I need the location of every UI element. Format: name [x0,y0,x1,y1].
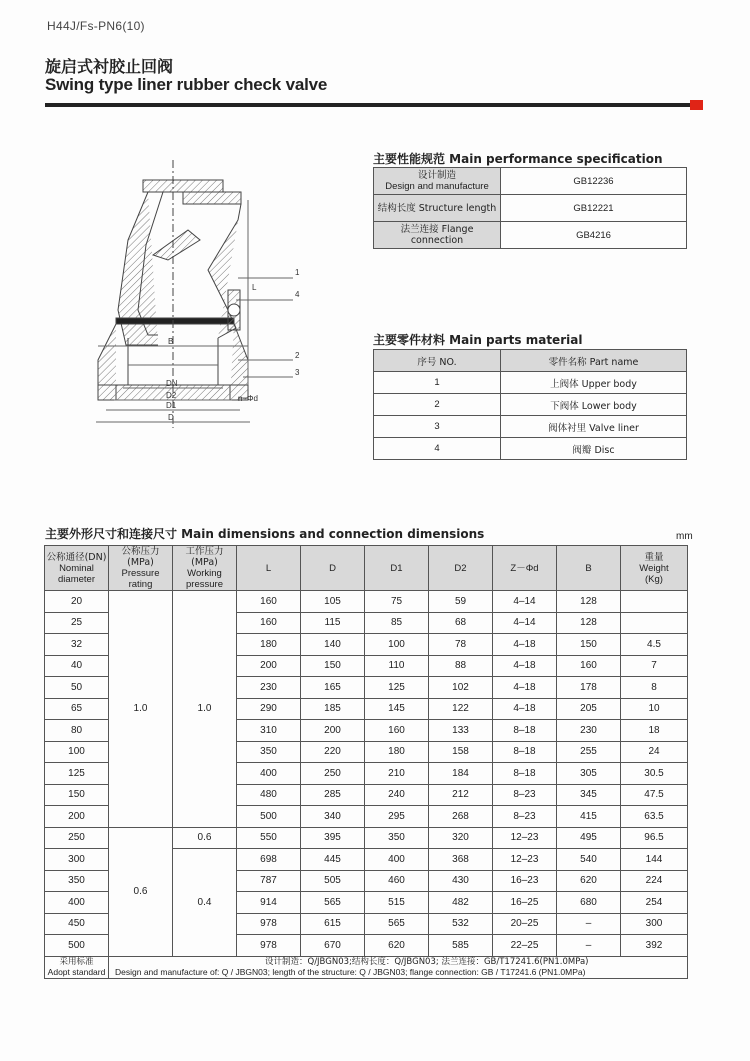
cell-d1: 75 [365,591,429,613]
table-row [374,195,687,222]
table-row [374,222,687,249]
adopt-standard-label: 采用标准 Adopt standard [45,956,109,978]
cell-d: 140 [301,634,365,656]
cell-dn: 500 [45,935,109,957]
cell-b: 230 [557,720,621,742]
cell-working-pressure: 0.4 [173,849,237,957]
cell-d2: 102 [429,677,493,699]
parts-section-title: 主要零件材料 Main parts material [373,333,583,347]
part-no: 4 [374,438,501,460]
col-header-D1: D1 [365,546,429,591]
cell-b: 680 [557,892,621,914]
cell-d: 285 [301,784,365,806]
title-divider [45,103,700,107]
cell-l: 160 [237,591,301,613]
dim-label-L: L [252,283,257,292]
col-header-dn: 公称通径(DN) Nominal diameter [45,546,109,591]
cell-weight: 7 [621,655,688,677]
cell-d1: 145 [365,698,429,720]
perf-label-design: 设计制造 Design and manufacture [374,168,501,195]
cell-b: 540 [557,849,621,871]
cell-d: 670 [301,935,365,957]
cell-dn: 350 [45,870,109,892]
callout-4: 4 [295,290,300,299]
cell-d: 115 [301,612,365,634]
cell-weight: 8 [621,677,688,699]
cell-d1: 85 [365,612,429,634]
cell-dn: 250 [45,827,109,849]
col-header-pressure-rating: 公称压力(MPa) Pressure rating [109,546,173,591]
cell-b: – [557,935,621,957]
cell-weight: 24 [621,741,688,763]
cell-dn: 40 [45,655,109,677]
cell-b: 255 [557,741,621,763]
cell-l: 914 [237,892,301,914]
title-english: Swing type liner rubber check valve [45,75,328,94]
dim-label-DN: DN [166,379,178,388]
cell-d2: 133 [429,720,493,742]
cell-b: 345 [557,784,621,806]
col-header-D: D [301,546,365,591]
callout-2: 2 [295,351,300,360]
cell-d2: 430 [429,870,493,892]
table-header-row [45,546,688,591]
cell-dn: 20 [45,591,109,613]
cell-weight: 392 [621,935,688,957]
cell-d: 340 [301,806,365,828]
cell-l: 310 [237,720,301,742]
part-name: 阀体衬里 Valve liner [501,416,687,438]
cell-d2: 158 [429,741,493,763]
cell-dn: 50 [45,677,109,699]
cell-l: 180 [237,634,301,656]
cell-weight: 47.5 [621,784,688,806]
cell-weight: 96.5 [621,827,688,849]
cell-zd: 8–18 [493,763,557,785]
performance-section-title: 主要性能规范 Main performance specification [373,152,663,166]
valve-section-drawing [88,160,350,435]
cell-zd: 20–25 [493,913,557,935]
cell-zd: 8–18 [493,741,557,763]
cell-dn: 400 [45,892,109,914]
cell-d2: 212 [429,784,493,806]
cell-zd: 16–23 [493,870,557,892]
cell-dn: 450 [45,913,109,935]
table-footer-row [45,956,688,978]
cell-b: 305 [557,763,621,785]
col-header-B: B [557,546,621,591]
cell-d1: 350 [365,827,429,849]
cell-dn: 300 [45,849,109,871]
cell-weight: 144 [621,849,688,871]
cell-d: 200 [301,720,365,742]
cell-l: 978 [237,913,301,935]
cell-d2: 88 [429,655,493,677]
cell-d1: 295 [365,806,429,828]
cell-zd: 16–25 [493,892,557,914]
model-code: H44J/Fs-PN6(10) [47,19,145,33]
cell-weight: 300 [621,913,688,935]
cell-d2: 184 [429,763,493,785]
cell-weight: 63.5 [621,806,688,828]
cell-d: 105 [301,591,365,613]
cell-zd: 4–18 [493,655,557,677]
cell-b: 150 [557,634,621,656]
cell-l: 160 [237,612,301,634]
callout-1: 1 [295,268,300,277]
cell-d1: 100 [365,634,429,656]
cell-weight: 18 [621,720,688,742]
cell-l: 787 [237,870,301,892]
cell-d1: 110 [365,655,429,677]
unit-label: mm [676,531,693,542]
perf-value-design: GB12236 [501,168,687,195]
cell-d: 565 [301,892,365,914]
cell-d: 150 [301,655,365,677]
title-accent-block [690,100,703,110]
cell-working-pressure: 0.6 [173,827,237,849]
cell-b: – [557,913,621,935]
table-row [45,591,688,613]
table-header-row [374,350,687,372]
cell-d: 615 [301,913,365,935]
cell-weight: 10 [621,698,688,720]
cell-d2: 482 [429,892,493,914]
parts-header-no: 序号 NO. [374,350,501,372]
perf-label-flange: 法兰连接 Flange connection [374,222,501,249]
cell-weight: 254 [621,892,688,914]
cell-d: 505 [301,870,365,892]
cell-d1: 240 [365,784,429,806]
col-header-working-pressure: 工作压力(MPa) Working pressure [173,546,237,591]
cell-d2: 59 [429,591,493,613]
part-name: 阀瓣 Disc [501,438,687,460]
cell-l: 290 [237,698,301,720]
parts-table [373,349,687,460]
cell-zd: 4–18 [493,677,557,699]
cell-l: 500 [237,806,301,828]
cell-zd: 4–18 [493,634,557,656]
col-header-weight: 重量 Weight (Kg) [621,546,688,591]
cell-weight: 4.5 [621,634,688,656]
cell-d2: 268 [429,806,493,828]
cell-dn: 150 [45,784,109,806]
cell-zd: 4–14 [493,591,557,613]
cell-weight: 30.5 [621,763,688,785]
part-no: 1 [374,372,501,394]
perf-value-structure: GB12221 [501,195,687,222]
cell-b: 415 [557,806,621,828]
dimensions-section-title: 主要外形尺寸和连接尺寸 Main dimensions and connection dimensions [45,527,485,541]
cell-dn: 200 [45,806,109,828]
table-row [374,438,687,460]
adopt-standard-text: 设计制造：Q/JBGN03;结构长度：Q/JBGN03; 法兰连接：GB/T17241.6(PN1.0MPa) Design and manufacture of: Q / JBGN03; length of the structure: Q / JBGN03; flange connection: GB / T17241.6 (PN1.0MPa) [109,956,688,978]
cell-b: 178 [557,677,621,699]
part-name: 下阀体 Lower body [501,394,687,416]
cell-d2: 368 [429,849,493,871]
cell-l: 230 [237,677,301,699]
cell-zd: 12–23 [493,827,557,849]
cell-zd: 22–25 [493,935,557,957]
cell-dn: 32 [45,634,109,656]
dimensions-table-body [45,591,688,979]
cell-weight: 224 [621,870,688,892]
table-row [374,394,687,416]
cell-dn: 65 [45,698,109,720]
cell-l: 200 [237,655,301,677]
cell-dn: 100 [45,741,109,763]
cell-d1: 160 [365,720,429,742]
cell-b: 620 [557,870,621,892]
cell-d1: 400 [365,849,429,871]
cell-d1: 620 [365,935,429,957]
dim-label-D: D [168,413,174,422]
table-row [374,372,687,394]
perf-label-structure: 结构长度 Structure length [374,195,501,222]
cell-d: 165 [301,677,365,699]
cell-d2: 122 [429,698,493,720]
cell-l: 550 [237,827,301,849]
cell-dn: 80 [45,720,109,742]
table-row [374,168,687,195]
cell-d: 185 [301,698,365,720]
parts-header-name: 零件名称 Part name [501,350,687,372]
cell-zd: 4–14 [493,612,557,634]
col-header-z-phi-d: Z－Φd [493,546,557,591]
cell-zd: 8–23 [493,806,557,828]
cell-b: 205 [557,698,621,720]
cell-d2: 68 [429,612,493,634]
cell-l: 698 [237,849,301,871]
cell-d: 250 [301,763,365,785]
perf-value-flange: GB4216 [501,222,687,249]
cell-pressure-rating: 0.6 [109,827,173,956]
cell-zd: 8–23 [493,784,557,806]
cell-d2: 320 [429,827,493,849]
cell-b: 160 [557,655,621,677]
cell-d1: 565 [365,913,429,935]
cell-l: 480 [237,784,301,806]
cell-dn: 125 [45,763,109,785]
part-no: 2 [374,394,501,416]
cell-l: 350 [237,741,301,763]
title-chinese: 旋启式衬胶止回阀 [45,57,174,76]
cell-d1: 515 [365,892,429,914]
table-row [374,416,687,438]
col-header-L: L [237,546,301,591]
dim-label-D2: D2 [166,391,177,400]
col-header-D2: D2 [429,546,493,591]
performance-table [373,167,687,249]
dim-label-B: B [168,337,174,346]
callout-3: 3 [295,368,300,377]
cell-zd: 8–18 [493,720,557,742]
cell-l: 400 [237,763,301,785]
cell-weight [621,612,688,634]
cell-b: 128 [557,591,621,613]
dimensions-table [44,545,688,979]
cell-zd: 12–23 [493,849,557,871]
cell-working-pressure: 1.0 [173,591,237,828]
cell-d1: 460 [365,870,429,892]
table-row [45,827,688,849]
part-name: 上阀体 Upper body [501,372,687,394]
cell-weight [621,591,688,613]
cell-d: 445 [301,849,365,871]
cell-d1: 180 [365,741,429,763]
cell-d2: 585 [429,935,493,957]
cell-d1: 125 [365,677,429,699]
cell-pressure-rating: 1.0 [109,591,173,828]
dim-label-D1: D1 [166,401,177,410]
cell-d: 395 [301,827,365,849]
cell-d2: 78 [429,634,493,656]
part-no: 3 [374,416,501,438]
cell-l: 978 [237,935,301,957]
cell-d: 220 [301,741,365,763]
dim-label-n-phi-d: n−Φd [238,394,258,403]
cell-dn: 25 [45,612,109,634]
cell-d1: 210 [365,763,429,785]
cell-b: 128 [557,612,621,634]
cell-d2: 532 [429,913,493,935]
cell-zd: 4–18 [493,698,557,720]
cell-b: 495 [557,827,621,849]
